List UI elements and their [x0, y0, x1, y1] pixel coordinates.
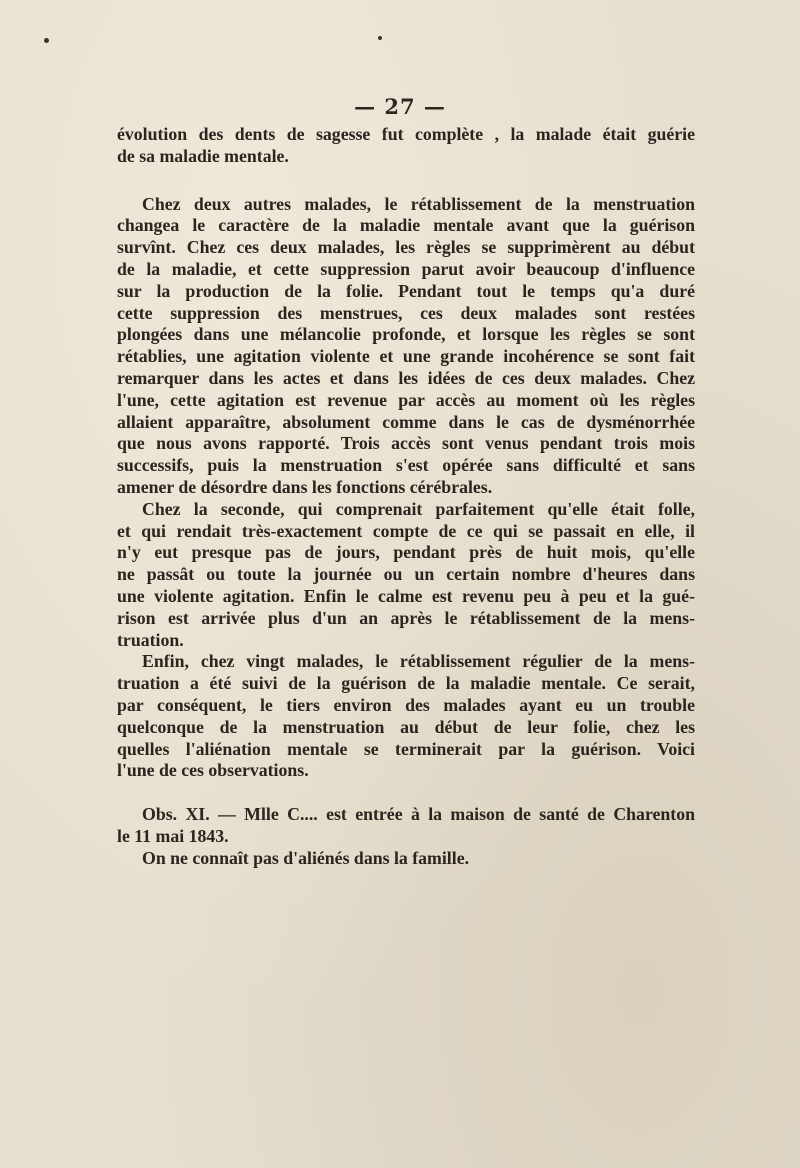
- text-line: de sa maladie mentale.: [117, 145, 289, 166]
- scan-speck: [378, 36, 382, 40]
- text-line: l'une de ces observations.: [117, 760, 309, 781]
- text-line: ne passât ou toute la journée ou un certain nombre d'heures dans: [117, 564, 695, 585]
- body-text: [117, 124, 695, 870]
- text-line: cette suppression des menstrues, ces deux malades sont restées: [117, 302, 695, 323]
- text-line: allaient apparaître, absolument comme dans le cas de dysménorrhée: [117, 411, 695, 432]
- text-line: quelles l'aliénation mentale se terminerait par la guérison. Voici: [117, 738, 695, 759]
- text-line: quelconque de la menstruation au début de leur folie, chez les: [117, 716, 695, 737]
- paragraph: [117, 651, 695, 782]
- text-line: sur la production de la folie. Pendant tout le temps qu'a duré: [117, 280, 695, 301]
- text-line: le 11 mai 1843.: [117, 825, 229, 846]
- observation-heading: [117, 804, 695, 848]
- text-line: survînt. Chez ces deux malades, les règles se supprimèrent au début: [117, 237, 695, 258]
- page-number: — 27 —: [354, 94, 446, 119]
- paragraph: [117, 194, 695, 499]
- text-line: que nous avons rapporté. Trois accès sont venus pendant trois mois: [117, 433, 695, 454]
- scan-speck: [44, 38, 49, 43]
- text-line: amener de désordre dans les fonctions cérébrales.: [117, 476, 493, 497]
- text-line: Chez la seconde, qui comprenait parfaitement qu'elle était folle,: [142, 498, 695, 519]
- text-line: truation.: [117, 629, 184, 650]
- paragraph: [117, 499, 695, 652]
- text-line: une violente agitation. Enfin le calme est revenu peu à peu et la gué-: [117, 585, 695, 606]
- text-line: changea le caractère de la maladie mentale avant que la guérison: [117, 215, 695, 236]
- text-line: truation a été suivi de la guérison de la maladie mentale. Ce serait,: [117, 673, 695, 694]
- text-line: n'y eut presque pas de jours, pendant près de huit mois, qu'elle: [117, 542, 695, 563]
- text-line: l'une, cette agitation est revenue par accès au moment où les règles: [117, 389, 695, 410]
- paragraph: [117, 848, 695, 870]
- text-line: successifs, puis la menstruation s'est opérée sans difficulté et sans: [117, 455, 695, 476]
- text-line: Obs. XI. — Mlle C.... est entrée à la maison de santé de Charenton: [142, 804, 695, 825]
- text-line: Chez deux autres malades, le rétablissement de la menstruation: [142, 193, 695, 214]
- text-line: remarquer dans les actes et dans les idées de ces deux malades. Chez: [117, 367, 695, 388]
- text-line: rison est arrivée plus d'un an après le rétablissement de la mens-: [117, 607, 695, 628]
- text-line: de la maladie, et cette suppression parut avoir beaucoup d'influence: [117, 258, 695, 279]
- paragraph-continuation: [117, 124, 695, 168]
- text-line: On ne connaît pas d'aliénés dans la famille.: [142, 847, 470, 868]
- text-line: rétablies, une agitation violente et une grande incohérence se sont fait: [117, 346, 695, 367]
- text-line: par conséquent, le tiers environ des malades ayant eu un trouble: [117, 694, 695, 715]
- text-line: et qui rendait très-exactement compte de ce qui se passait en elle, il: [117, 520, 695, 541]
- text-line: Enfin, chez vingt malades, le rétablissement régulier de la mens-: [142, 651, 695, 672]
- text-line: évolution des dents de sagesse fut complète , la malade était guérie: [117, 124, 695, 144]
- text-line: plongées dans une mélancolie profonde, et lorsque les règles se sont: [117, 324, 695, 345]
